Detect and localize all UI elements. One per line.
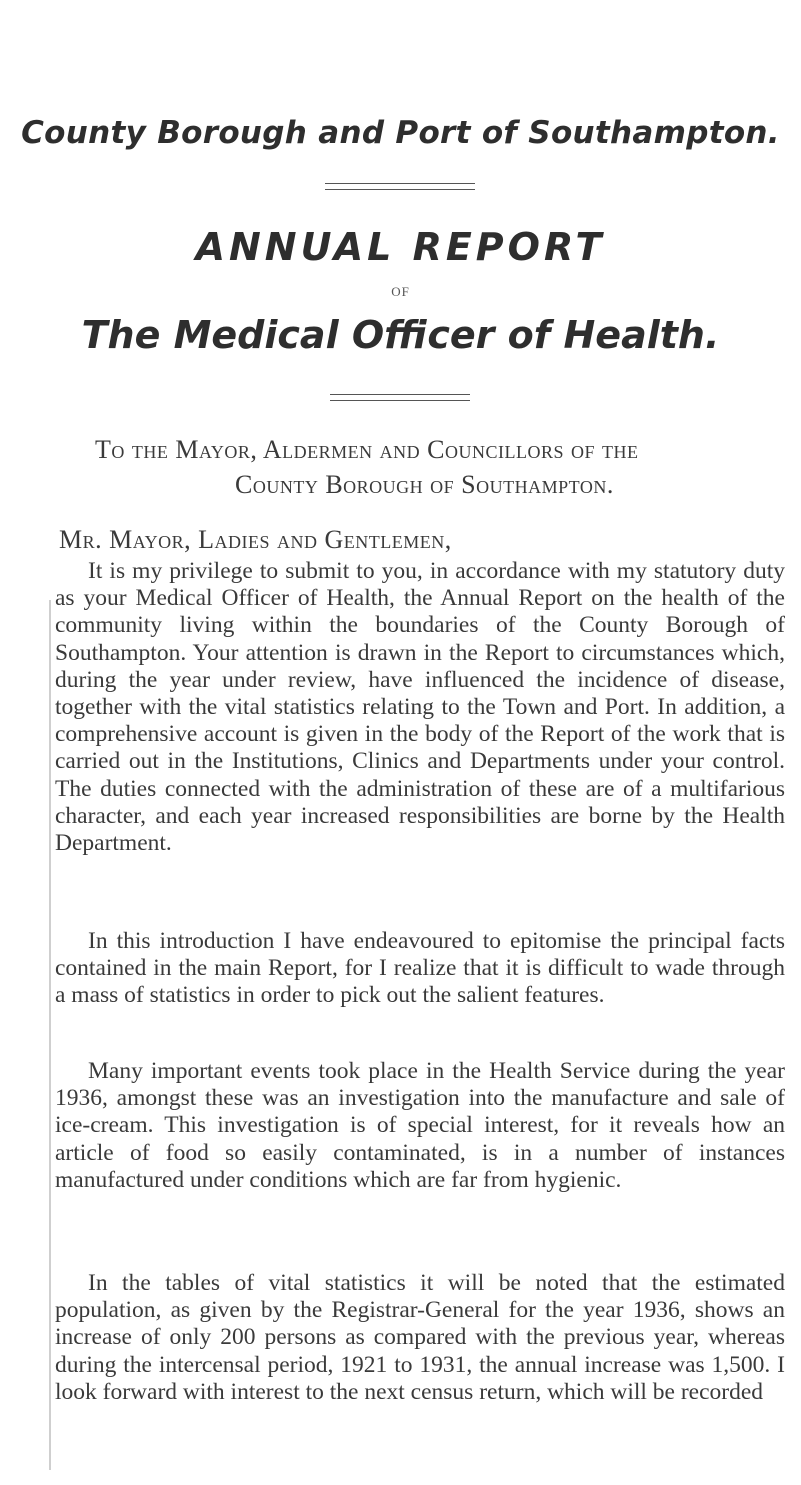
double-rule-top bbox=[325, 183, 475, 190]
margin-scan-line bbox=[49, 600, 51, 1470]
paragraph-1: It is my privilege to submit to you, in accordance with my statutory duty as your Medical Officer of Health, the Annual Report on the health of the community living within the boundaries of the County Borough of Southampton. Your attention is drawn in the Report to circumstances which, during the year under review, have influenced the incidence of disease, together with the vital statistics relating to the Town and Port. In addition, a comprehensive account is given in the body of the Report of the work that is carried out in the Institutions, Clinics and Departments under your control. The duties connected with the administration of these are of a multifarious character, and each year increased responsibilities are borne by the Health Department. bbox=[55, 558, 785, 857]
report-title: ANNUAL REPORT bbox=[195, 225, 606, 269]
address-line-2: County Borough of Southampton. bbox=[235, 470, 614, 499]
borough-title: County Borough and Port of Southampton. bbox=[21, 115, 780, 151]
of-text: OF bbox=[391, 284, 410, 299]
double-rule-bottom bbox=[330, 394, 470, 401]
paragraph-3: Many important events took place in the Health Service during the year 1936, amongst these was an investigation into the manufacture and sale of ice-cream. This investigation is of special interest, for it reveals how an article of food so easily contaminated, is in a number of instances manufactured under conditions which are far from hygienic. bbox=[55, 1058, 785, 1193]
address-line-1: To the Mayor, Aldermen and Councillors of the bbox=[95, 435, 639, 464]
report-subtitle: The Medical Officer of Health. bbox=[81, 313, 720, 357]
salutation: Mr. Mayor, Ladies and Gentlemen, bbox=[59, 525, 452, 554]
paragraph-2: In this introduction I have endeavoured to epitomise the principal facts contained in the main Report, for I realize that it is difficult to wade through a mass of statistics in order to pick out the salient features. bbox=[55, 928, 785, 1009]
paragraph-4: In the tables of vital statistics it will be noted that the estimated population, as given by the Registrar-General for the year 1936, shows an increase of only 200 persons as compared with the previous year, whereas during the intercensal period, 1921 to 1931, the annual increase was 1,500. I look forward with interest to the next census return, which will be recorded bbox=[55, 1270, 785, 1405]
